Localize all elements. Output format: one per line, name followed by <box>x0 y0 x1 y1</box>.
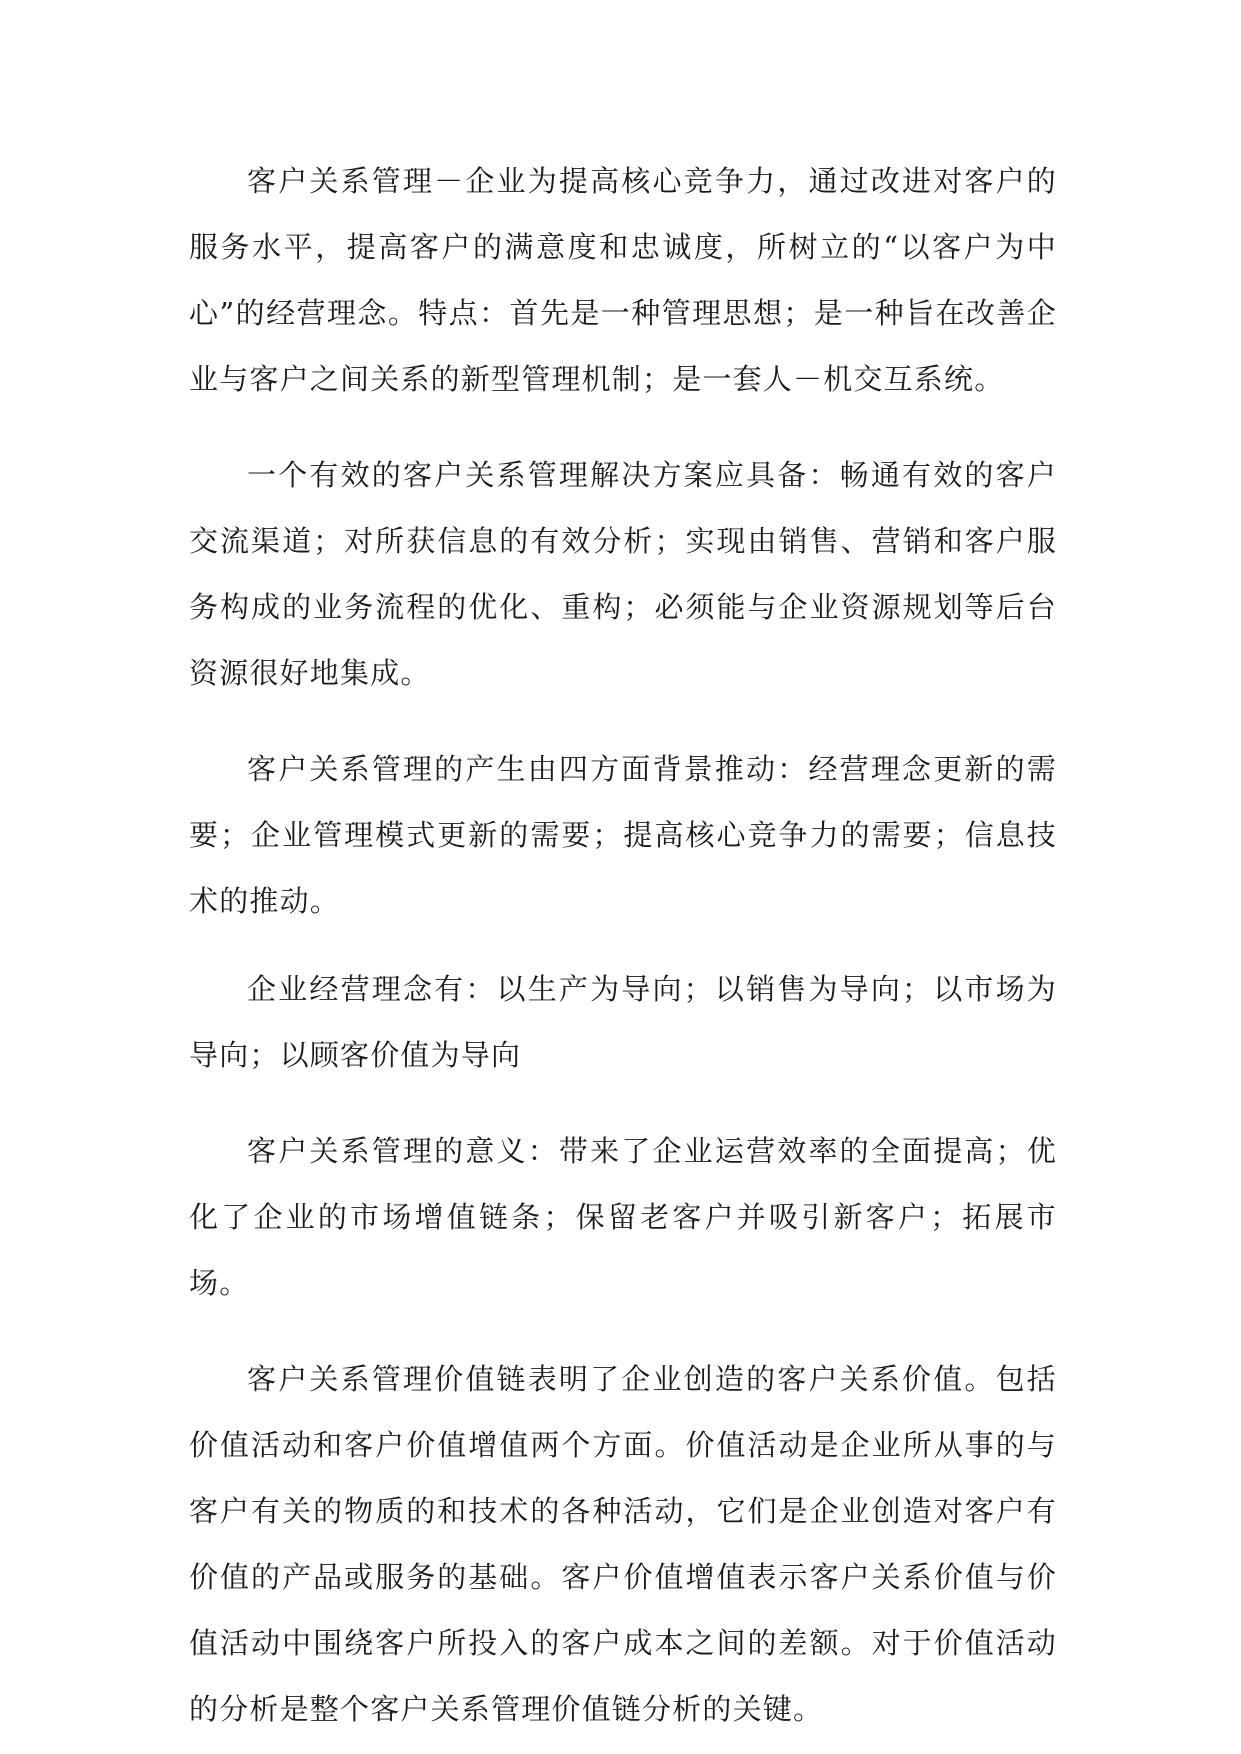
paragraph-crm-background: 客户关系管理的产生由四方面背景推动：经营理念更新的需要；企业管理模式更新的需要；提高核心竞争力的需要；信息技术的推动。 <box>189 752 1057 918</box>
paragraph-crm-significance: 客户关系管理的意义：带来了企业运营效率的全面提高；优化了企业的市场增值链条；保留老客户并吸引新客户；拓展市场。 <box>189 1134 1057 1300</box>
paragraph-crm-solution: 一个有效的客户关系管理解决方案应具备：畅通有效的客户交流渠道；对所获信息的有效分析；实现由销售、营销和客户服务构成的业务流程的优化、重构；必须能与企业资源规划等后台资源很好地集成。 <box>189 458 1057 690</box>
paragraph-business-philosophy: 企业经营理念有：以生产为导向；以销售为导向；以市场为导向；以顾客价值为导向 <box>189 972 1057 1072</box>
paragraph-crm-definition: 客户关系管理－企业为提高核心竞争力，通过改进对客户的服务水平，提高客户的满意度和忠诚度，所树立的“以客户为中心”的经营理念。特点：首先是一种管理思想；是一种旨在改善企业与客户之间关系的新型管理机制；是一套人－机交互系统。 <box>189 164 1057 396</box>
paragraph-crm-value-chain: 客户关系管理价值链表明了企业创造的客户关系价值。包括价值活动和客户价值增值两个方面。价值活动是企业所从事的与客户有关的物质的和技术的各种活动，它们是企业创造对客户有价值的产品或服务的基础。客户价值增值表示客户关系价值与价值活动中围绕客户所投入的客户成本之间的差额。对于价值活动的分析是整个客户关系管理价值链分析的关键。 <box>189 1362 1057 1726</box>
document-body <box>189 148 1057 1742</box>
